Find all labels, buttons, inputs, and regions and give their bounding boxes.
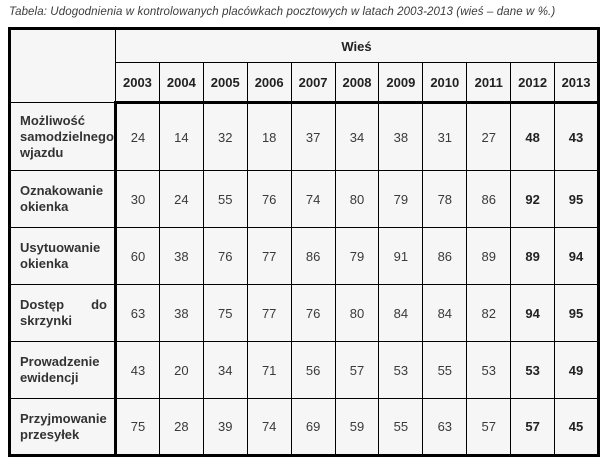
value-cell-2012: 48 bbox=[511, 103, 555, 171]
value-cell-2011: 82 bbox=[467, 285, 511, 342]
value-cell-2006: 77 bbox=[247, 285, 291, 342]
table-caption: Tabela: Udogodnienia w kontrolowanych placówkach pocztowych w latach 2003-2013 (wieś – dane w %.) bbox=[9, 6, 556, 18]
year-header-2005: 2005 bbox=[203, 63, 247, 103]
value-cell-2011: 27 bbox=[467, 103, 511, 171]
value-cell-2010: 78 bbox=[423, 171, 467, 228]
row-label: Dostęp do skrzynki bbox=[10, 285, 116, 342]
value-cell-2004: 38 bbox=[159, 285, 203, 342]
row-label: Możliwość samodzielnego wjazdu bbox=[10, 103, 116, 171]
year-header-2013: 2013 bbox=[555, 63, 599, 103]
year-header-2004: 2004 bbox=[159, 63, 203, 103]
table-row bbox=[10, 228, 599, 285]
year-header-2012: 2012 bbox=[511, 63, 555, 103]
value-cell-2007: 76 bbox=[291, 285, 335, 342]
table-row bbox=[10, 103, 599, 171]
value-cell-2010: 63 bbox=[423, 399, 467, 456]
value-cell-2010: 31 bbox=[423, 103, 467, 171]
value-cell-2009: 91 bbox=[379, 228, 423, 285]
table-body bbox=[10, 103, 599, 456]
row-label: Przyjmowanie przesyłek bbox=[10, 399, 116, 456]
value-cell-2005: 55 bbox=[203, 171, 247, 228]
value-cell-2005: 34 bbox=[203, 342, 247, 399]
value-cell-2013: 49 bbox=[555, 342, 599, 399]
value-cell-2008: 34 bbox=[335, 103, 379, 171]
value-cell-2011: 57 bbox=[467, 399, 511, 456]
value-cell-2013: 95 bbox=[555, 285, 599, 342]
value-cell-2005: 75 bbox=[203, 285, 247, 342]
row-label: Oznakowanie okienka bbox=[10, 171, 116, 228]
value-cell-2008: 59 bbox=[335, 399, 379, 456]
year-header-2007: 2007 bbox=[291, 63, 335, 103]
value-cell-2005: 76 bbox=[203, 228, 247, 285]
value-cell-2008: 57 bbox=[335, 342, 379, 399]
value-cell-2007: 56 bbox=[291, 342, 335, 399]
value-cell-2013: 95 bbox=[555, 171, 599, 228]
value-cell-2012: 89 bbox=[511, 228, 555, 285]
value-cell-2006: 76 bbox=[247, 171, 291, 228]
value-cell-2004: 28 bbox=[159, 399, 203, 456]
value-cell-2011: 86 bbox=[467, 171, 511, 228]
value-cell-2010: 84 bbox=[423, 285, 467, 342]
year-header-2006: 2006 bbox=[247, 63, 291, 103]
row-label: Prowadzenie ewidencji bbox=[10, 342, 116, 399]
facilities-table bbox=[8, 27, 600, 457]
value-cell-2009: 55 bbox=[379, 399, 423, 456]
value-cell-2007: 69 bbox=[291, 399, 335, 456]
value-cell-2006: 74 bbox=[247, 399, 291, 456]
value-cell-2010: 86 bbox=[423, 228, 467, 285]
table-row bbox=[10, 171, 599, 228]
value-cell-2003: 24 bbox=[116, 103, 160, 171]
value-cell-2008: 80 bbox=[335, 285, 379, 342]
year-header-2009: 2009 bbox=[379, 63, 423, 103]
value-cell-2009: 38 bbox=[379, 103, 423, 171]
value-cell-2013: 94 bbox=[555, 228, 599, 285]
value-cell-2004: 20 bbox=[159, 342, 203, 399]
value-cell-2012: 53 bbox=[511, 342, 555, 399]
value-cell-2012: 57 bbox=[511, 399, 555, 456]
value-cell-2004: 38 bbox=[159, 228, 203, 285]
value-cell-2006: 77 bbox=[247, 228, 291, 285]
value-cell-2005: 32 bbox=[203, 103, 247, 171]
value-cell-2006: 18 bbox=[247, 103, 291, 171]
group-header-row bbox=[10, 29, 599, 63]
value-cell-2005: 39 bbox=[203, 399, 247, 456]
value-cell-2009: 79 bbox=[379, 171, 423, 228]
year-header-2008: 2008 bbox=[335, 63, 379, 103]
group-header-wies: Wieś bbox=[116, 29, 599, 63]
value-cell-2003: 63 bbox=[116, 285, 160, 342]
value-cell-2008: 80 bbox=[335, 171, 379, 228]
value-cell-2013: 45 bbox=[555, 399, 599, 456]
value-cell-2004: 24 bbox=[159, 171, 203, 228]
value-cell-2004: 14 bbox=[159, 103, 203, 171]
value-cell-2013: 43 bbox=[555, 103, 599, 171]
value-cell-2011: 53 bbox=[467, 342, 511, 399]
value-cell-2008: 79 bbox=[335, 228, 379, 285]
corner-cell bbox=[10, 29, 116, 103]
table-row bbox=[10, 285, 599, 342]
value-cell-2007: 37 bbox=[291, 103, 335, 171]
value-cell-2007: 86 bbox=[291, 228, 335, 285]
year-header-2010: 2010 bbox=[423, 63, 467, 103]
value-cell-2009: 84 bbox=[379, 285, 423, 342]
table-row bbox=[10, 342, 599, 399]
row-label: Usytuowanie okienka bbox=[10, 228, 116, 285]
value-cell-2011: 89 bbox=[467, 228, 511, 285]
value-cell-2007: 74 bbox=[291, 171, 335, 228]
value-cell-2012: 92 bbox=[511, 171, 555, 228]
value-cell-2003: 43 bbox=[116, 342, 160, 399]
value-cell-2012: 94 bbox=[511, 285, 555, 342]
year-header-2011: 2011 bbox=[467, 63, 511, 103]
table-header bbox=[10, 29, 599, 103]
year-header-2003: 2003 bbox=[116, 63, 160, 103]
value-cell-2003: 30 bbox=[116, 171, 160, 228]
value-cell-2009: 53 bbox=[379, 342, 423, 399]
value-cell-2010: 55 bbox=[423, 342, 467, 399]
table-row bbox=[10, 399, 599, 456]
value-cell-2006: 71 bbox=[247, 342, 291, 399]
value-cell-2003: 60 bbox=[116, 228, 160, 285]
value-cell-2003: 75 bbox=[116, 399, 160, 456]
